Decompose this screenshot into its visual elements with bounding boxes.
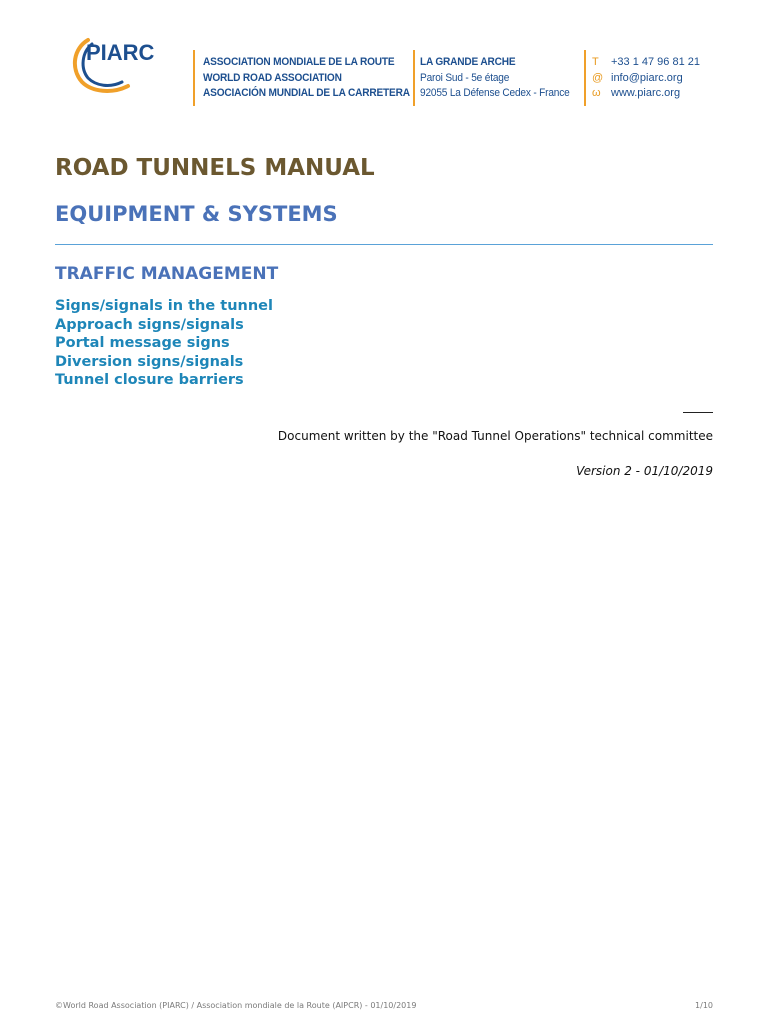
address-line-2: Paroi Sud - 5e étage [420, 71, 510, 84]
org-name-fr: ASSOCIATION MONDIALE DE LA ROUTE [203, 56, 395, 68]
header-divider [193, 50, 195, 106]
phone-icon: T [592, 56, 599, 68]
phone-number: +33 1 47 96 81 21 [611, 56, 700, 68]
document-subtitle: EQUIPMENT & SYSTEMS [55, 202, 338, 226]
web-icon: ω [592, 87, 601, 99]
topic-item: Approach signs/signals [55, 316, 244, 333]
title-divider [55, 244, 713, 245]
footer-copyright: ©World Road Association (PIARC) / Association mondiale de la Route (AIPCR) - 01/10/2019 [55, 1001, 417, 1010]
website-link[interactable]: www.piarc.org [611, 87, 681, 99]
org-names [203, 55, 410, 102]
contact-icons [592, 55, 603, 102]
address-line-1: LA GRANDE ARCHE [420, 56, 516, 68]
section-heading: TRAFFIC MANAGEMENT [55, 264, 279, 284]
topic-item: Diversion signs/signals [55, 353, 244, 370]
contact-block [611, 55, 700, 102]
version-line: Version 2 - 01/10/2019 [576, 464, 713, 478]
address-line-3: 92055 La Défense Cedex - France [420, 87, 570, 99]
page-number: 1/10 [695, 1001, 713, 1010]
short-divider [683, 412, 713, 413]
header-divider [413, 50, 415, 106]
header-divider [584, 50, 586, 106]
email-icon: @ [592, 71, 604, 84]
topic-item: Portal message signs [55, 335, 230, 352]
topic-item: Tunnel closure barriers [55, 372, 244, 389]
topic-item: Signs/signals in the tunnel [55, 298, 273, 314]
document-title: ROAD TUNNELS MANUAL [55, 155, 375, 181]
piarc-logo [68, 34, 160, 96]
address-block [420, 55, 570, 102]
org-name-es: ASOCIACIÓN MUNDIAL DE LA CARRETERA [203, 87, 410, 99]
author-line: Document written by the "Road Tunnel Operations" technical committee [277, 429, 713, 443]
logo-text: PIARC [86, 40, 155, 65]
email-link[interactable]: info@piarc.org [611, 71, 683, 84]
topic-list [55, 297, 273, 390]
org-name-en: WORLD ROAD ASSOCIATION [203, 71, 342, 84]
